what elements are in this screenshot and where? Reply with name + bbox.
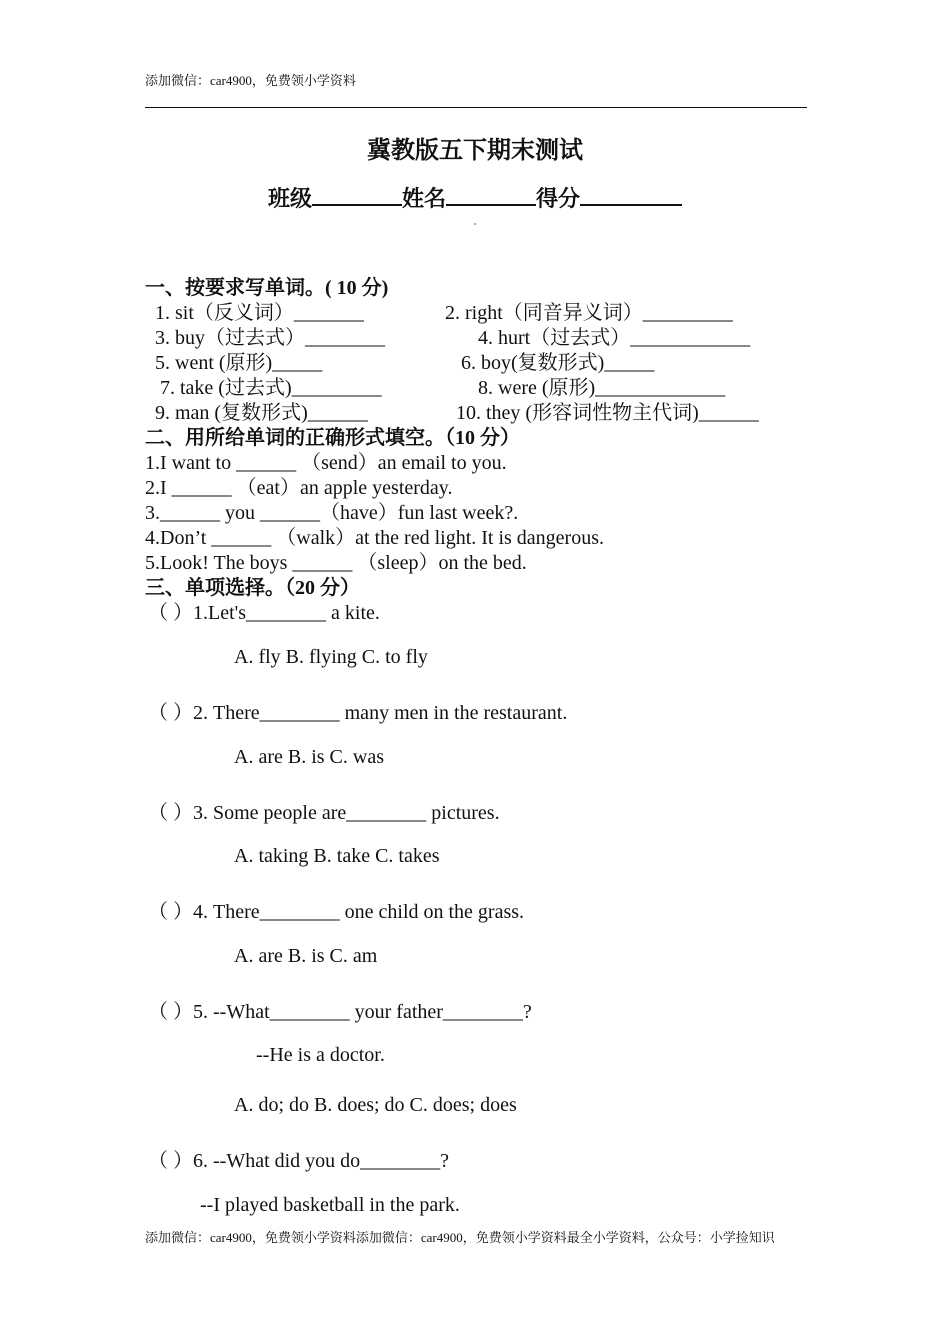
s2-item-2: 2.I ______ （eat）an apple yesterday. bbox=[145, 477, 453, 499]
student-info-line bbox=[0, 182, 950, 213]
s1-item-6: 6. boy(复数形式)_____ bbox=[461, 352, 655, 374]
s1-item-9: 9. man (复数形式)______ bbox=[155, 402, 368, 424]
name-blank[interactable] bbox=[446, 182, 536, 206]
s1-item-2: 2. right（同音异义词）_________ bbox=[445, 302, 733, 324]
s1-item-7: 7. take (过去式)_________ bbox=[160, 377, 382, 399]
s3-q4-options: A. are B. is C. am bbox=[234, 945, 378, 967]
s3-q3-stem: （ ）3. Some people are________ pictures. bbox=[148, 802, 500, 824]
s3-q6-answer: --I played basketball in the park. bbox=[200, 1194, 460, 1216]
stray-mark bbox=[474, 223, 476, 225]
s1-item-10: 10. they (形容词性物主代词)______ bbox=[456, 402, 759, 424]
s1-item-4: 4. hurt（过去式）____________ bbox=[478, 327, 751, 349]
s3-q5-options: A. do; do B. does; do C. does; does bbox=[234, 1094, 517, 1116]
s2-item-5: 5.Look! The boys ______ （sleep）on the bed. bbox=[145, 552, 527, 574]
s2-item-3: 3.______ you ______（have）fun last week?. bbox=[145, 502, 519, 524]
s1-item-1: 1. sit（反义词）_______ bbox=[155, 302, 364, 324]
s3-q3-options: A. taking B. take C. takes bbox=[234, 845, 440, 867]
header-note: 添加微信：car4900，免费领小学资料 bbox=[145, 73, 356, 88]
s3-q1-options: A. fly B. flying C. to fly bbox=[234, 646, 428, 668]
name-label: 姓名 bbox=[401, 186, 446, 211]
class-label: 班级 bbox=[267, 186, 312, 211]
s1-item-5: 5. went (原形)_____ bbox=[155, 352, 323, 374]
footer-note: 添加微信：car4900，免费领小学资料添加微信：car4900，免费领小学资料最全小学资料，公众号：小学捡知识 bbox=[145, 1230, 775, 1245]
s1-item-8: 8. were (原形)_____________ bbox=[478, 377, 726, 399]
section3-heading: 三、单项选择。（20 分） bbox=[145, 577, 360, 599]
section1-heading: 一、按要求写单词。( 10 分) bbox=[145, 277, 389, 299]
s2-item-4: 4.Don’t ______ （walk）at the red light. It is dangerous. bbox=[145, 527, 605, 549]
s3-q2-options: A. are B. is C. was bbox=[234, 746, 384, 768]
score-blank[interactable] bbox=[580, 182, 682, 206]
class-blank[interactable] bbox=[312, 182, 402, 206]
s2-item-1: 1.I want to ______ （send）an email to you. bbox=[145, 452, 507, 474]
page-title: 冀教版五下期末测试 bbox=[367, 138, 583, 164]
s3-q2-stem: （ ）2. There________ many men in the restaurant. bbox=[148, 702, 568, 724]
s3-q1-stem: （ ）1.Let's________ a kite. bbox=[148, 602, 380, 624]
s3-q6-stem: （ ）6. --What did you do________? bbox=[148, 1150, 450, 1172]
s3-q4-stem: （ ）4. There________ one child on the grass. bbox=[148, 901, 525, 923]
s3-q5-stem: （ ）5. --What________ your father________? bbox=[148, 1001, 532, 1023]
score-label: 得分 bbox=[536, 186, 581, 211]
section2-heading: 二、用所给单词的正确形式填空。（10 分） bbox=[145, 427, 520, 449]
s1-item-3: 3. buy（过去式）________ bbox=[155, 327, 385, 349]
header-rule bbox=[145, 107, 807, 108]
s3-q5-answer: --He is a doctor. bbox=[256, 1044, 385, 1066]
